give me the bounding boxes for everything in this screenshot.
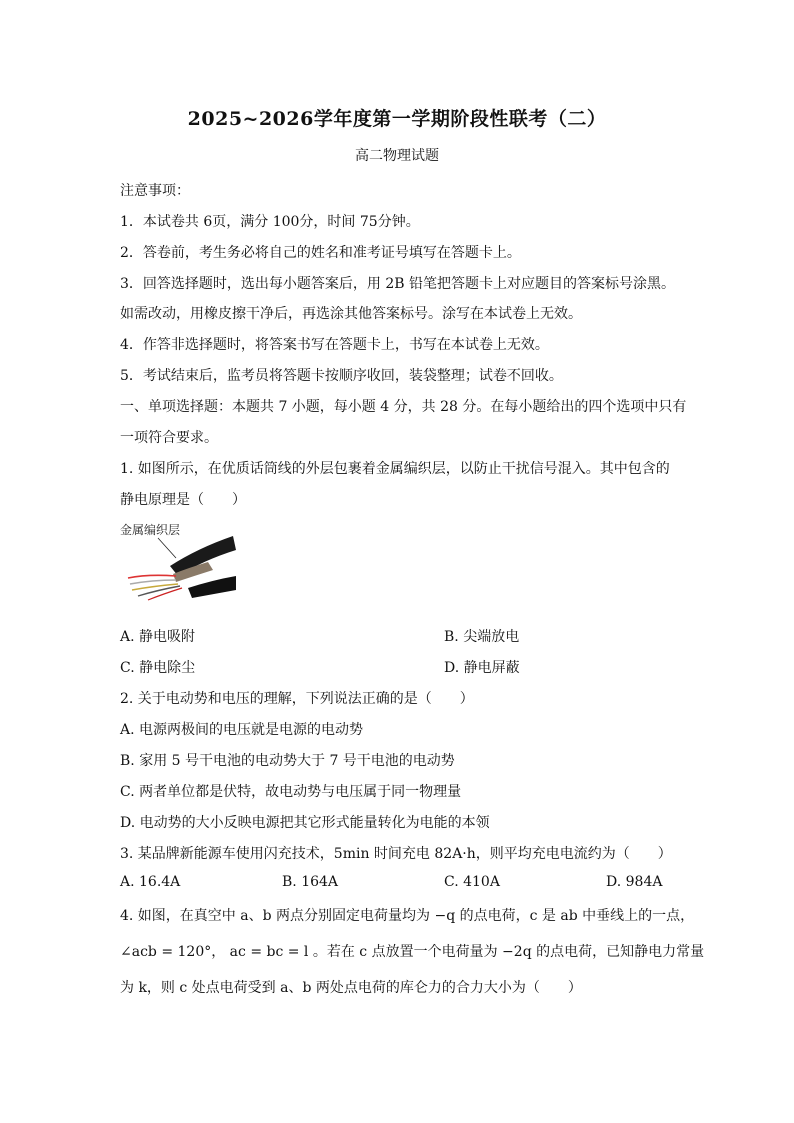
q1-stem-cont: 静电原理是（ ） (120, 492, 246, 508)
q3-option-b: B. 164A (282, 874, 339, 890)
q4-stem-line3: 为 k，则 c 处点电荷受到 a、b 两处点电荷的库仑力的合力大小为（ ） (120, 980, 582, 996)
q4-stem-line1: 4. 如图，在真空中 a、b 两点分别固定电荷量均为 −q 的点电荷，c 是 ab 中垂线上的一点， (120, 908, 695, 924)
cable-figure (118, 518, 238, 604)
q2-option-d: D. 电动势的大小反映电源把其它形式能量转化为电能的本领 (120, 815, 490, 831)
section-heading-cont: 一项符合要求。 (120, 430, 218, 446)
q2-stem: 2. 关于电动势和电压的理解，下列说法正确的是（ ） (120, 691, 474, 707)
note-line: 3．回答选择题时，选出每小题答案后，用 2B 铅笔把答题卡上对应题目的答案标号涂黑。 (120, 276, 676, 292)
figure-label: 金属编织层 (120, 523, 181, 537)
q2-option-b: B. 家用 5 号干电池的电动势大于 7 号干电池的电动势 (120, 753, 455, 769)
q3-stem: 3. 某品牌新能源车使用闪充技术，5min 时间充电 82A·h，则平均充电电流约为（ ） (120, 846, 672, 862)
note-line: 2．答卷前，考生务必将自己的姓名和准考证号填写在答题卡上。 (120, 245, 521, 261)
note-line: 5．考试结束后，监考员将答题卡按顺序收回，装袋整理；试卷不回收。 (120, 368, 563, 384)
note-line: 4．作答非选择题时，将答案书写在答题卡上，书写在本试卷上无效。 (120, 337, 549, 353)
q3-option-d: D. 984A (606, 874, 663, 890)
cable-illustration (118, 518, 238, 604)
exam-subtitle: 高二物理试题 (355, 148, 439, 164)
q2-option-a: A. 电源两极间的电压就是电源的电动势 (120, 722, 364, 738)
q1-option-a: A. 静电吸附 (120, 629, 196, 645)
section-heading: 一、单项选择题：本题共 7 小题，每小题 4 分，共 28 分。在每小题给出的四个选项中只有 (120, 399, 687, 415)
q1-option-d: D. 静电屏蔽 (444, 660, 520, 676)
note-line: 1．本试卷共 6页，满分 100分，时间 75分钟。 (120, 214, 420, 230)
exam-title: 2025~2026学年度第一学期阶段性联考（二） (187, 108, 607, 130)
note-line: 如需改动，用橡皮擦干净后，再选涂其他答案标号。涂写在本试卷上无效。 (120, 306, 582, 322)
q3-option-a: A. 16.4A (120, 874, 181, 890)
notes-heading: 注意事项： (120, 183, 190, 199)
q1-stem: 1. 如图所示，在优质话筒线的外层包裹着金属编织层，以防止干扰信号混入。其中包含的 (120, 461, 670, 477)
q1-option-c: C. 静电除尘 (120, 660, 196, 676)
q4-stem-line2: ∠acb = 120°， ac = bc = l 。若在 c 点放置一个电荷量为 −2q 的点电荷，已知静电力常量 (120, 944, 705, 960)
q2-option-c: C. 两者单位都是伏特，故电动势与电压属于同一物理量 (120, 784, 462, 800)
q3-option-c: C. 410A (444, 874, 500, 890)
q1-option-b: B. 尖端放电 (444, 629, 520, 645)
